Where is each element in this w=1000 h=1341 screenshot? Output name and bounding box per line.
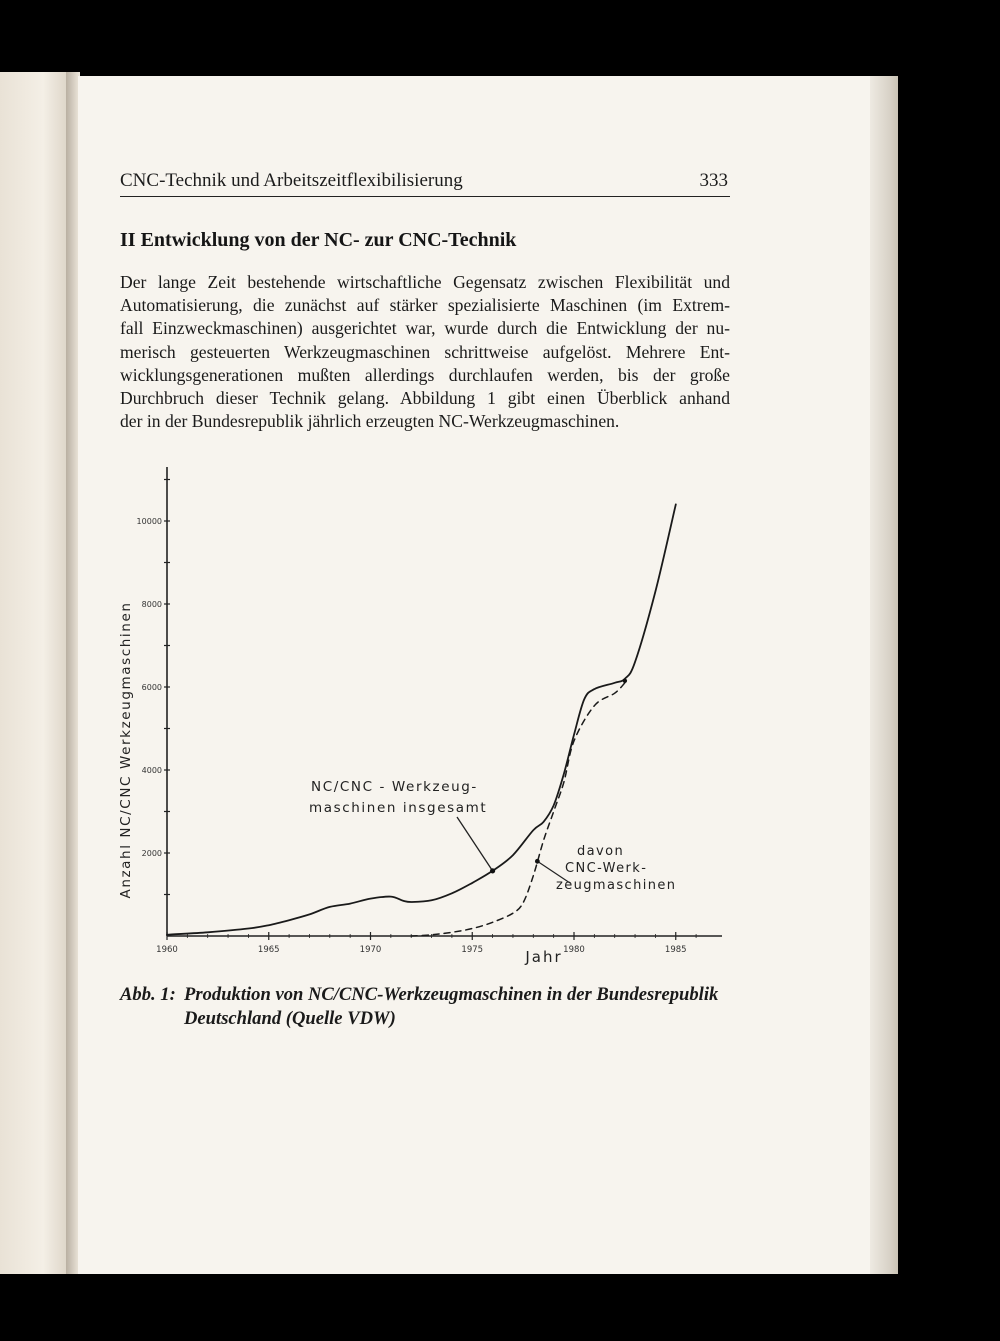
left-page-edge bbox=[0, 72, 72, 1274]
x-tick-label: 1960 bbox=[156, 945, 178, 955]
running-head bbox=[120, 168, 730, 197]
caption-text bbox=[184, 983, 744, 1031]
annotation-total-leader bbox=[457, 817, 493, 871]
series-junction-marker bbox=[623, 679, 627, 683]
x-tick-label: 1965 bbox=[257, 945, 280, 955]
x-axis-label: Jahr bbox=[525, 948, 563, 966]
y-axis-label: Anzahl NC/CNC Werkzeugmaschinen bbox=[118, 601, 134, 899]
x-tick-label: 1985 bbox=[664, 945, 687, 955]
x-tick-label: 1975 bbox=[461, 945, 484, 955]
body-line: fall Einzweckmaschinen) ausgerichtet war, wurde durch die Entwicklung der nu- bbox=[120, 318, 730, 339]
caption-line: Produktion von NC/CNC-Werkzeugmaschinen in der Bundesrepublik bbox=[184, 984, 719, 1005]
body-line: der in der Bundesrepublik jährlich erzeugten NC-Werkzeugmaschinen. bbox=[120, 411, 620, 432]
page-edge bbox=[870, 76, 898, 1274]
caption-line: Deutschland (Quelle VDW) bbox=[184, 1008, 396, 1029]
body-line: Durchbruch dieser Technik gelang. Abbildung 1 gibt einen Überblick anhand bbox=[120, 388, 730, 409]
annotation-cnc-marker bbox=[535, 859, 540, 864]
production-chart bbox=[100, 462, 740, 972]
body-line: Automatisierung, die zunächst auf stärker spezialisierte Maschinen (im Extrem- bbox=[120, 295, 730, 316]
y-tick-label: 8000 bbox=[141, 600, 162, 609]
x-tick-label: 1970 bbox=[359, 945, 382, 955]
section-title: II Entwicklung von der NC- zur CNC-Technik bbox=[120, 229, 517, 251]
running-head-title: CNC-Technik und Arbeitszeitflexibilisierung bbox=[120, 170, 463, 191]
page-number: 333 bbox=[699, 170, 728, 191]
body-line: wicklungsgenerationen mußten allerdings durchlaufen werden, bis der große bbox=[120, 364, 730, 385]
body-line: Der lange Zeit bestehende wirtschaftliche Gegensatz zwischen Flexibilität und bbox=[120, 272, 730, 292]
x-tick-label: 1980 bbox=[563, 945, 585, 955]
annotation-cnc-line-2: CNC-Werk- bbox=[565, 861, 648, 876]
annotation-cnc-line-3: zeugmaschinen bbox=[556, 878, 677, 893]
annotation-total-line-2: maschinen insgesamt bbox=[309, 800, 488, 816]
caption-label: Abb. 1: bbox=[120, 984, 176, 1005]
body-line: merisch gesteuerten Werkzeugmaschinen schrittweise aufgelöst. Mehrere Ent- bbox=[120, 341, 730, 362]
y-tick-label: 6000 bbox=[141, 683, 162, 692]
y-tick-label: 10000 bbox=[136, 517, 162, 526]
y-tick-label: 4000 bbox=[141, 766, 162, 775]
y-tick-label: 2000 bbox=[141, 849, 162, 858]
body-paragraph bbox=[120, 271, 730, 433]
annotation-total-line-1: NC/CNC - Werkzeug- bbox=[311, 779, 478, 795]
chart-labels bbox=[118, 601, 676, 966]
annotation-cnc-line-1: davon bbox=[577, 844, 625, 859]
annotation-total-marker bbox=[490, 868, 495, 873]
